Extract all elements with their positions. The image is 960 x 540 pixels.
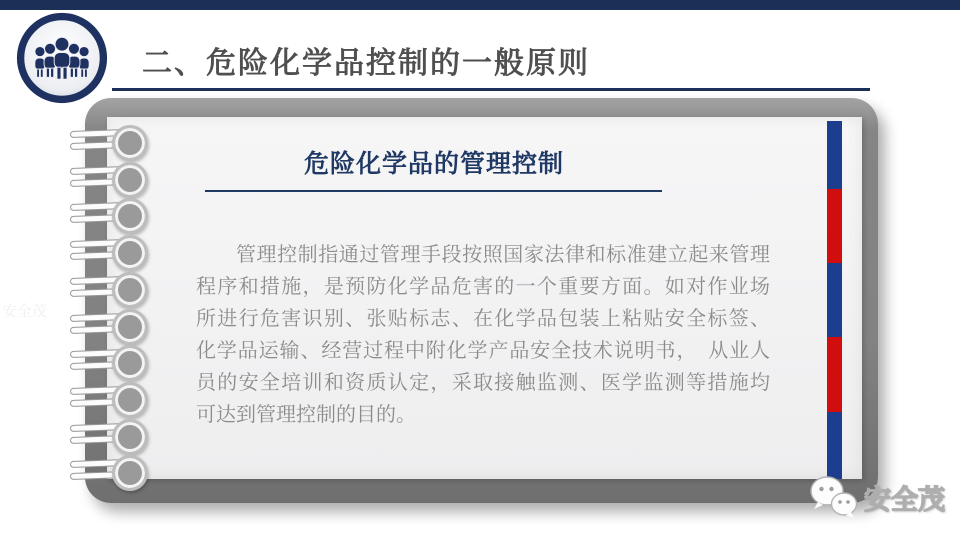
ring-coil-end [112, 162, 148, 198]
spiral-ring [70, 343, 150, 377]
ring-coil-end [112, 309, 148, 345]
spiral-ring [70, 307, 150, 341]
body-paragraph [196, 239, 770, 431]
spiral-ring [70, 380, 150, 414]
people-group-icon [16, 12, 108, 104]
ring-coil-end [112, 455, 148, 491]
strip-segment-blue [827, 121, 842, 189]
side-color-strip [827, 121, 842, 479]
page-title: 危险化学品的管理控制 [303, 150, 564, 178]
strip-segment-red [827, 189, 842, 263]
strip-segment-blue [827, 412, 842, 479]
spiral-ring [70, 196, 150, 230]
strip-segment-red [827, 337, 842, 412]
body-line: 所进行危害识别、张贴标志、在化学品包装上粘贴安全标签、 [196, 308, 770, 330]
ring-coil-end [112, 272, 148, 308]
footer-logo [808, 472, 945, 522]
page-title-underline [205, 190, 662, 192]
wechat-icon [808, 472, 860, 522]
ring-coil-end [112, 345, 148, 381]
ring-coil-end [112, 419, 148, 455]
section-title-underline [112, 88, 870, 91]
faint-watermark: 安全茂 [2, 303, 48, 320]
strip-segment-blue [827, 263, 842, 337]
ring-coil-end [112, 198, 148, 234]
body-line: 程序和措施，是预防化学品危害的一个重要方面。如对作业场 [196, 276, 770, 298]
body-line: 化学品运输、经营过程中附化学产品安全技术说明书， 从业人 [196, 340, 770, 362]
spiral-ring [70, 123, 150, 157]
top-accent-bar [0, 0, 960, 10]
spiral-ring [70, 417, 150, 451]
spiral-ring [70, 453, 150, 487]
ring-coil-end [112, 125, 148, 161]
spiral-ring [70, 270, 150, 304]
ring-coil-end [112, 382, 148, 418]
body-line: 员的安全培训和资质认定，采取接触监测、医学监测等措施均 [196, 372, 770, 394]
section-title: 二、危险化学品控制的一般原则 [142, 47, 590, 80]
spiral-ring [70, 160, 150, 194]
body-line: 可达到管理控制的目的。 [196, 404, 416, 426]
body-line: 管理控制指通过管理手段按照国家法律和标准建立起来管理 [236, 244, 770, 266]
footer-logo-text: 安全茂 [864, 484, 945, 515]
spiral-ring [70, 233, 150, 267]
ring-coil-end [112, 235, 148, 271]
